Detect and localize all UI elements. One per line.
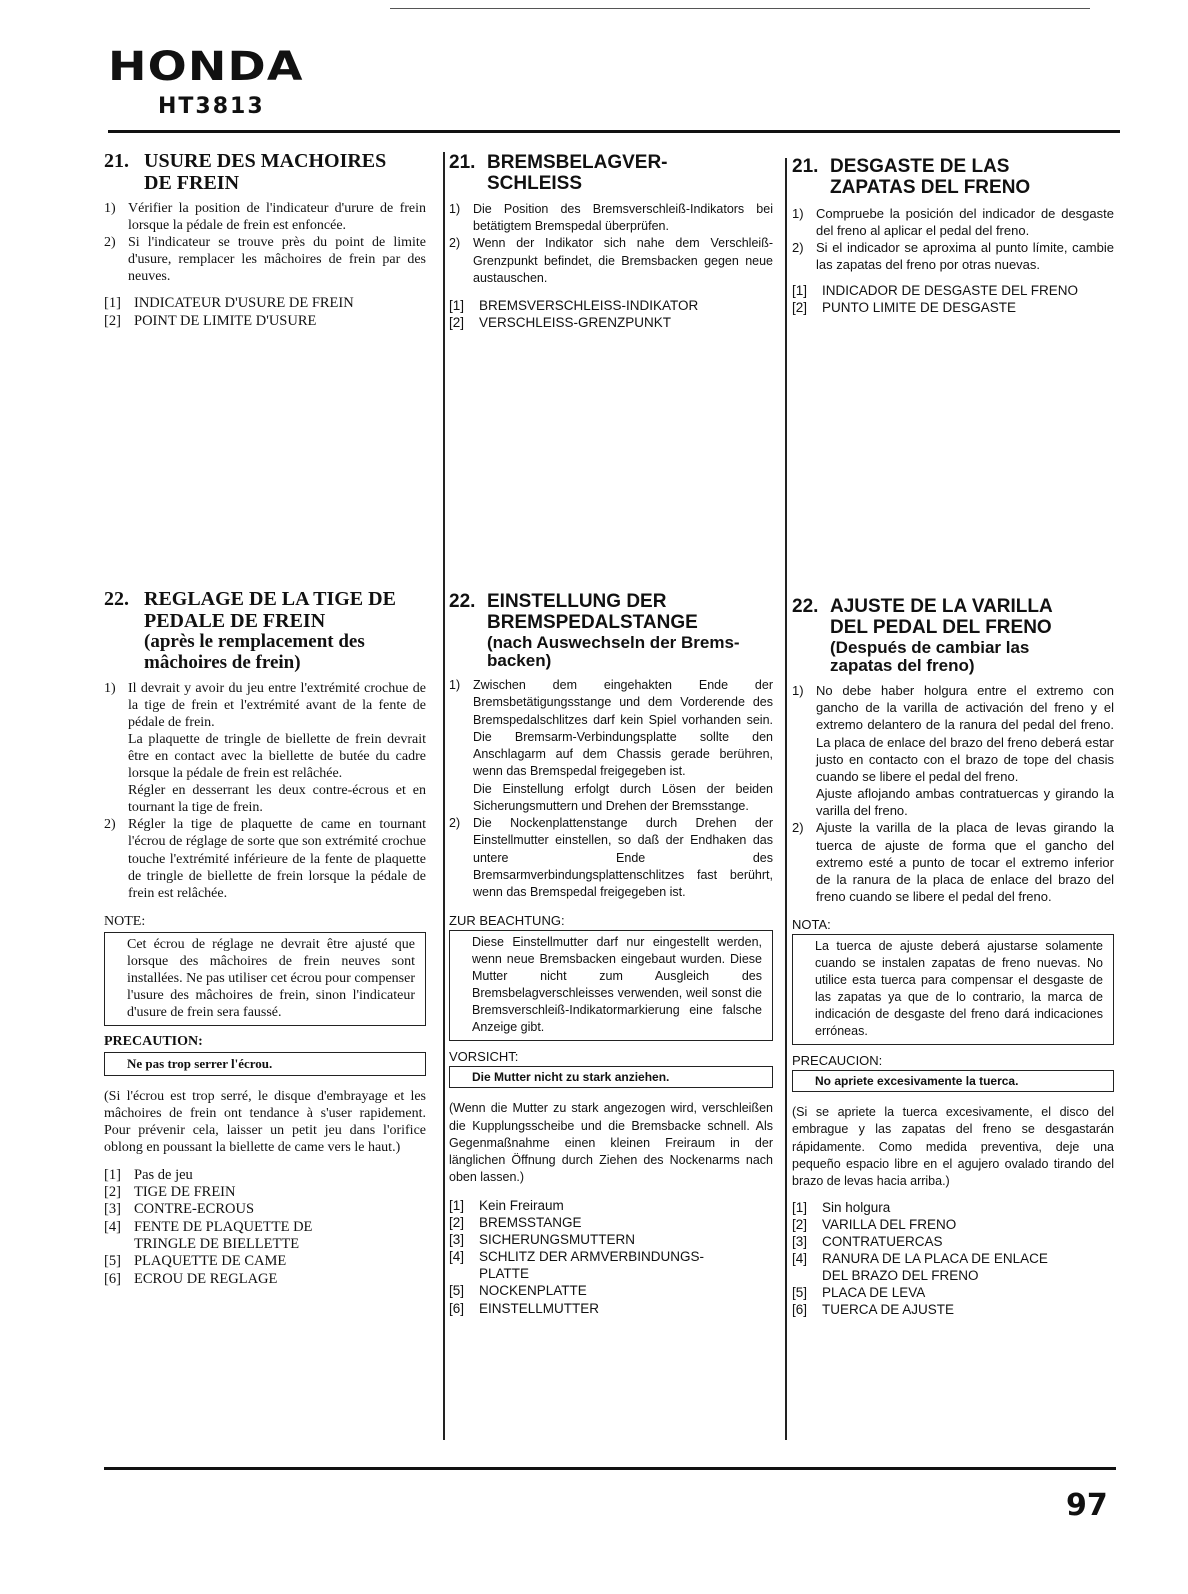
legend-item: [5] NOCKENPLATTE <box>449 1283 587 1299</box>
top-rule <box>390 8 1090 9</box>
legend-item: [2] POINT DE LIMITE D'USURE <box>104 312 317 329</box>
legend-list <box>449 297 773 331</box>
legend-list <box>792 283 1114 317</box>
section-22-es <box>792 597 1114 1319</box>
legend-item: [1] Kein Freiraum <box>449 1197 564 1213</box>
section-subtitle: (nach Auswechseln der Brems- backen) <box>487 632 740 671</box>
precaution-explanation: (Si l'écrou est trop serré, le disque d'embrayage et les mâchoires de frein ont tendance à s'user rapidement. Pour prévenir cela, laisser un petit jeu dans l'orifice oblong en poussant la biellette de came vers le haut.) <box>104 1089 426 1156</box>
note-box: La tuerca de ajuste deberá ajustarse solamente cuando se instalen zapatas de freno nuevas. No utilice esta tuerca para compensar el desgaste de las zapatas ya que de lo contrario, la marca de indicación de desgaste del freno dará indicaciones erróneas. <box>792 934 1114 1045</box>
note-label: NOTE: <box>104 913 146 929</box>
section-subtitle: (Después de cambiar las zapatas del freno) <box>830 637 1030 676</box>
step-item: 2) Die Nockenplattenstange durch Drehen der Einstellmutter einstellen, so daß der Endhaken das untere Ende des Bremsarmverbindungsplattenschlitzes fast berührt, wenn das Bremspedal freigegeben ist. <box>449 816 773 900</box>
precaution-box: Die Mutter nicht zu stark anziehen. <box>449 1066 773 1088</box>
section-21-fr <box>104 150 426 330</box>
steps-list <box>792 682 1114 905</box>
section-heading: 21. BREMSBELAGVER- SCHLEISS <box>449 152 668 194</box>
legend-item: [4] RANURA DE LA PLACA DE ENLACE DEL BRAZO DEL FRENO <box>792 1251 1048 1283</box>
section-22-de <box>449 592 773 1317</box>
section-22-fr <box>104 588 426 1288</box>
legend-item: [2] VARILLA DEL FRENO <box>792 1217 957 1233</box>
section-heading: 21. DESGASTE DE LAS ZAPATAS DEL FRENO <box>792 156 1031 198</box>
legend-item: [2] BREMSSTANGE <box>449 1214 582 1230</box>
page-number: 97 <box>1066 1488 1108 1523</box>
steps-list <box>104 680 426 902</box>
step-item: 1) Il devrait y avoir du jeu entre l'extrémité crochue de la tige de frein et l'extrémité avant de la fente de pédale de frein. La plaquette de tringle de biellette de frein devrait être en contact avec la biellette de butée du cadre lorsque la pédale de frein est relâchée. Régler en desserrant les deux contre-écrous et en tournant la tige de frein. <box>104 680 426 816</box>
steps-list <box>449 677 773 901</box>
section-heading: 22. EINSTELLUNG DER BREMSPEDALSTANGE (nach Auswechseln der Brems- backen) <box>449 592 773 671</box>
legend-item: [2] TIGE DE FREIN <box>104 1183 236 1200</box>
note-label: ZUR BEACHTUNG: <box>449 913 565 929</box>
legend-item: [5] PLACA DE LEVA <box>792 1284 926 1300</box>
legend-item: [1] BREMSVERSCHLEISS-INDIKATOR <box>449 298 699 314</box>
precaution-label: PRECAUTION: <box>104 1034 203 1050</box>
section-heading: 22. REGLAGE DE LA TIGE DE PEDALE DE FREIN (après le remplacement des mâchoires de frein) <box>104 588 426 674</box>
precaution-explanation: (Wenn die Mutter zu stark angezogen wird, verschleißen die Kupplungsscheibe und die Bremsbacke schnell. Als Gegenmaßnahme einen kleinen Freiraum in der länglichen Öffnung durch Ziehen des Nockenarms nach oben lassen.) <box>449 1101 773 1185</box>
step-item: 2) Régler la tige de plaquette de came en tournant l'écrou de réglage de sorte que son extrémité crochue touche l'extrémité inférieure de la fente de plaquette de tringle de biellette de frein lorsque la pédale de frein est relâchée. <box>104 817 426 901</box>
legend-item: [2] VERSCHLEISS-GRENZPUNKT <box>449 315 672 331</box>
step-item: 1) Vérifier la position de l'indicateur d'urure de frein lorsque la pédale de frein est enfoncée. <box>104 201 426 234</box>
legend-item: [1] INDICATEUR D'USURE DE FREIN <box>104 295 354 312</box>
legend-item: [1] INDICADOR DE DESGASTE DEL FRENO <box>792 283 1079 299</box>
section-heading: 22. AJUSTE DE LA VARILLA DEL PEDAL DEL FRENO (Después de cambiar las zapatas del freno) <box>792 597 1114 676</box>
section-21-de <box>449 153 773 331</box>
step-item: 2) Si el indicador se aproxima al punto límite, cambie las zapatas del freno por otras nuevas. <box>792 240 1114 273</box>
legend-item: [1] Sin holgura <box>792 1200 891 1216</box>
section-subtitle: (après le remplacement des mâchoires de frein) <box>144 631 365 673</box>
column-divider-right <box>785 158 787 1440</box>
step-item: 1) Die Position des Bremsverschleiß-Indikators bei betätigtem Bremspedal überprüfen. <box>449 201 773 234</box>
legend-item: [6] ECROU DE REGLAGE <box>104 1270 278 1287</box>
step-item: 1) Zwischen dem eingehakten Ende der Bremsbetätigungsstange und dem Vorderende des Bremspedalschlitzes darf kein Spiel vorhanden sein. Die Bremsarm-Verbindungsplatte sollte den Anschlagarm auf dem Chassis gerade berühren, wenn das Bremspedal freigegeben ist. Die Einstellung erfolgt durch Lösen der beiden Sicherungsmuttern und Drehen der Bremsstange. <box>449 678 773 813</box>
step-item: 2) Wenn der Indikator sich nahe dem Verschleiß-Grenzpunkt befindet, die Bremsbacken gegen neue austauschen. <box>449 236 773 285</box>
legend-item: [4] FENTE DE PLAQUETTE DE TRINGLE DE BIELLETTE <box>104 1218 313 1253</box>
step-item: 1) No debe haber holgura entre el extremo con gancho de la varilla de activación del freno y el extremo delantero de la ranura del pedal del freno. La placa de enlace del brazo del freno deberá estar justo en contacto con el brazo de tope del chasis cuando se libere el pedal del freno. Ajuste aflojando ambas contratuercas y girando la varilla del freno. <box>792 683 1114 819</box>
legend-item: [4] SCHLITZ DER ARMVERBINDUNGS- PLATTE <box>449 1249 705 1282</box>
note-box: Cet écrou de réglage ne devrait être ajusté que lorsque des mâchoires de frein neuves sont installées. Ne pas utiliser cet écrou pour compenser l'usure des mâchoires de frein, sinon l'indicateur d'usure de frein sera faussé. <box>104 932 426 1026</box>
step-item: 2) Ajuste la varilla de la placa de levas girando la tuerca de ajuste de forma que el gancho del extremo esté a punto de tocar el extremo inferior de la ranura de la placa de enlace del brazo del freno cuando se libere el pedal del freno. <box>792 820 1114 905</box>
precaution-label: PRECAUCION: <box>792 1053 883 1069</box>
steps-list <box>104 200 426 285</box>
section-heading: 21. USURE DES MACHOIRES DE FREIN <box>104 150 387 194</box>
legend-item: [6] TUERCA DE AJUSTE <box>792 1301 955 1317</box>
step-item: 1) Compruebe la posición del indicador de desgaste del freno al aplicar el pedal del freno. <box>792 205 1114 238</box>
legend-list <box>104 1167 426 1289</box>
step-item: 2) Si l'indicateur se trouve près du point de limite d'usure, remplacer les mâchoires de frein par des neuves. <box>104 235 426 285</box>
legend-item: [3] SICHERUNGSMUTTERN <box>449 1231 636 1247</box>
precaution-box: No apriete excesivamente la tuerca. <box>792 1070 1114 1092</box>
section-21-es <box>792 157 1114 317</box>
column-divider-left <box>443 152 445 1440</box>
steps-list <box>792 205 1114 274</box>
precaution-explanation: (Si se apriete la tuerca excesivamente, el disco del embrague y las zapatas del freno se desgastarán rápidamente. Como medida preventiva, deje una pequeño espacio libre en el agujero ovalado tirando del brazo de levas hacia arriba.) <box>792 1105 1114 1189</box>
header-rule <box>108 130 1120 133</box>
legend-list <box>792 1200 1114 1318</box>
legend-item: [3] CONTRE-ECROUS <box>104 1201 255 1218</box>
legend-item: [1] Pas de jeu <box>104 1166 193 1183</box>
legend-list <box>449 1197 773 1317</box>
legend-item: [3] CONTRATUERCAS <box>792 1234 943 1250</box>
footer-rule <box>104 1467 1116 1470</box>
model-number: HT3813 <box>158 94 265 119</box>
legend-list <box>104 295 426 330</box>
precaution-box: Ne pas trop serrer l'écrou. <box>104 1052 426 1076</box>
legend-item: [5] PLAQUETTE DE CAME <box>104 1253 287 1270</box>
steps-list <box>449 201 773 287</box>
brand-logo: HONDA <box>108 44 304 90</box>
legend-item: [6] EINSTELLMUTTER <box>449 1300 600 1316</box>
note-box: Diese Einstellmutter darf nur eingestellt werden, wenn neue Bremsbacken eingebaut wurden. Diese Mutter nicht zum Ausgleich des Bremsbelagverschleisses verwenden, weil sonst die Bremsverschleiß-Indikatormarkierung eine falsche Anzeige gibt. <box>449 930 773 1041</box>
precaution-label: VORSICHT: <box>449 1049 519 1065</box>
legend-item: [2] PUNTO LIMITE DE DESGASTE <box>792 300 1017 316</box>
note-label: NOTA: <box>792 917 831 933</box>
